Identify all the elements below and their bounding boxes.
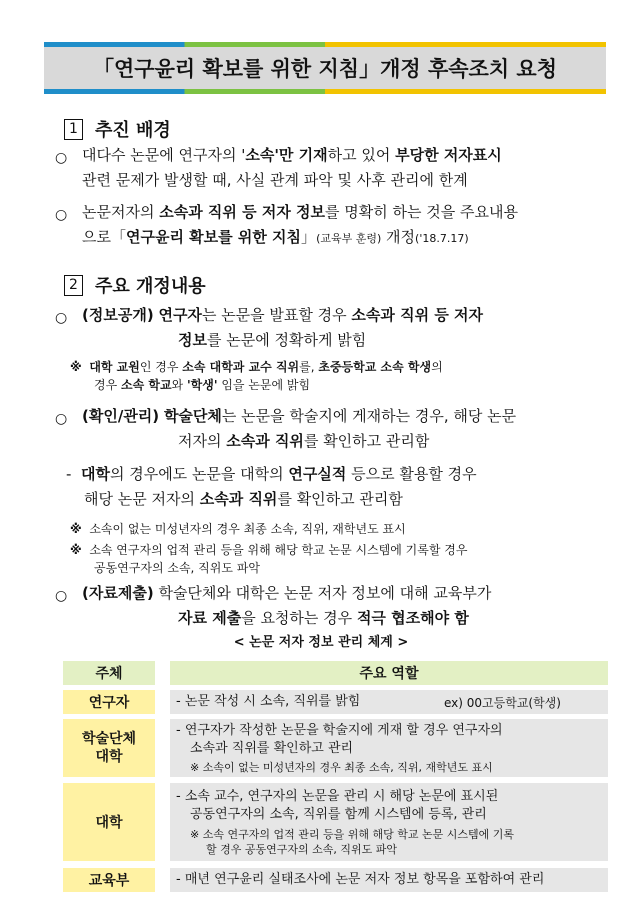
- table-row-subject-university: 대학: [63, 783, 155, 861]
- background-para-2: 논문저자의 소속과 직위 등 저자 정보를 명확히 하는 것을 주요내용 으로「연구윤리 확보를 위한 지침」(교육부 훈령) 개정('18.7.17): [82, 203, 518, 246]
- item-verify-manage: (확인/관리) 학술단체는 논문을 학술지에 게재하는 경우, 해당 논문 저자의 소속과 직위를 확인하고 관리함: [82, 407, 517, 450]
- bullet-icon: ○: [55, 310, 68, 326]
- section-heading-1: [64, 116, 171, 142]
- section-heading-2: [64, 272, 206, 298]
- table-row-role-ministry: - 매년 연구윤리 실태조사에 논문 저자 정보 항목을 포함하여 관리: [170, 868, 608, 892]
- title-banner: [44, 42, 606, 94]
- title-top-stripe: [44, 42, 606, 47]
- table-row-subject-ministry: 교육부: [63, 868, 155, 892]
- table-row-role-researcher: - 논문 작성 시 소속, 직위를 밝힘 ex) 00고등학교(학생): [170, 690, 608, 714]
- table-header-subject: 주체: [63, 661, 155, 685]
- bullet-icon: ○: [55, 150, 68, 166]
- section-title-1: 추진 배경: [95, 120, 171, 141]
- table-row-subject-researcher: 연구자: [63, 690, 155, 714]
- background-para-1: 대다수 논문에 연구자의 '소속'만 기재하고 있어 부당한 저자표시 관련 문제가 발생할 때, 사실 관계 파악 및 사후 관리에 한계: [82, 146, 502, 189]
- section-number-2: 2: [64, 275, 83, 296]
- bullet-icon: ○: [55, 207, 68, 223]
- table-header-role: 주요 역할: [170, 661, 608, 685]
- page-title: 「연구윤리 확보를 위한 지침」개정 후속조치 요청: [93, 57, 557, 81]
- note-coauthor: ※ 소속 연구자의 업적 관리 등을 위해 해당 학교 논문 시스템에 기록할 경우 공동연구자의 소속, 직위도 파악: [70, 543, 468, 575]
- table-row-role-university: - 소속 교수, 연구자의 논문을 관리 시 해당 논문에 표시된 공동연구자의 소속, 직위를 함께 시스템에 등록, 관리 ※ 소속 연구자의 업적 관리 등을 위해 해당 학교 논문 시스템에 기록 할 경우 공동연구자의 소속, 직위도 파악: [170, 783, 608, 861]
- note-minor: ※ 소속이 없는 미성년자의 경우 최종 소속, 직위, 재학년도 표시: [70, 522, 406, 536]
- section-title-2: 주요 개정내용: [95, 276, 206, 297]
- note-faculty-students: ※ 대학 교원인 경우 소속 대학과 교수 직위를, 초중등학교 소속 학생의 경우 소속 학교와 '학생' 임을 논문에 밝힘: [70, 360, 443, 392]
- bullet-icon: ○: [55, 588, 68, 604]
- dash-item-university: - 대학의 경우에도 논문을 대학의 연구실적 등으로 활용할 경우 해당 논문 저자의 소속과 직위를 확인하고 관리함: [66, 465, 477, 508]
- table-row-role-society: - 연구자가 작성한 논문을 학술지에 게재 할 경우 연구자의 소속과 직위를 확인하고 관리 ※ 소속이 없는 미성년자의 경우 최종 소속, 직위, 재학년도 표시: [170, 719, 608, 777]
- item-data-submission: (자료제출) 학술단체와 대학은 논문 저자 정보에 대해 교육부가 자료 제출을 요청하는 경우 적극 협조해야 함: [82, 584, 492, 627]
- section-number-1: 1: [64, 119, 83, 140]
- bullet-icon: ○: [55, 411, 68, 427]
- table-caption: < 논문 저자 정보 관리 체계 >: [233, 635, 409, 650]
- title-bottom-stripe: [44, 89, 606, 94]
- table-row-subject-society: 학술단체 대학: [63, 719, 155, 777]
- item-info-disclosure: (정보공개) 연구자는 논문을 발표할 경우 소속과 직위 등 저자 정보를 논문에 정확하게 밝힘: [82, 306, 484, 349]
